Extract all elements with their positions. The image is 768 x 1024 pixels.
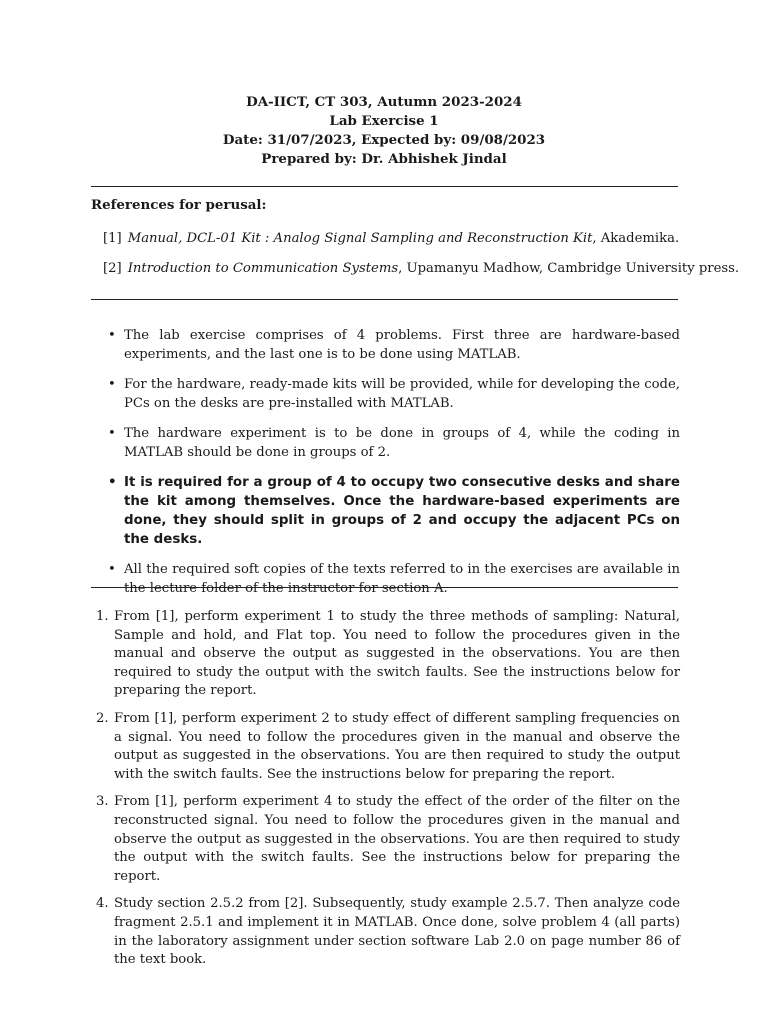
problem-number: 3. [96,794,109,810]
reference-item [103,231,679,246]
reference-title: Introduction to Communication Systems [127,261,399,276]
problem-number: 2. [96,710,109,726]
instructions-list [108,326,680,609]
problem-item [96,793,680,886]
reference-title: Manual, DCL-01 Kit : Analog Signal Sampling and Reconstruction Kit [127,231,593,246]
divider [91,299,678,300]
reference-details: , Upamanyu Madhow, Cambridge University press. [398,261,740,276]
document-header [0,93,768,169]
problem-number: 4. [96,896,109,912]
problems-list [96,608,680,979]
author-line: Prepared by: Dr. Abhishek Jindal [261,151,507,167]
instruction-item: • For the hardware, ready-made kits will be provided, while for developing the code, PCs on the desks are pre-installed with MATLAB. [108,375,680,413]
reference-details: , Akademika. [592,231,680,246]
problem-number: 1. [96,609,109,624]
divider [91,587,678,588]
instruction-item: • The lab exercise comprises of 4 problems. First three are hardware-based experiments, and the last one is to be done using MATLAB. [108,326,680,364]
reference-number: [2] [103,261,122,276]
instruction-item: • The hardware experiment is to be done in groups of 4, while the coding in MATLAB should be done in groups of 2. [108,424,680,462]
problem-item [96,608,680,701]
problem-item [96,895,680,969]
reference-number: [1] [103,231,122,246]
problem-text: From [1], perform experiment 4 to study the effect of the order of the filter on the reconstructed signal. You need to follow the procedures given in the manual and observe the output as suggested in the observations. You are then required to study the output with the switch faults. See the instructions below for preparing the report. [114,794,680,884]
instruction-item-emphasis: • It is required for a group of 4 to occupy two consecutive desks and share the kit among themselves. Once the hardware-based experiments are done, they should split in groups of 2 and occupy the adjacent PCs on the desks. [108,473,680,549]
date-line: Date: 31/07/2023, Expected by: 09/08/2023 [222,132,546,148]
problem-text: From [1], perform experiment 2 to study effect of different sampling frequencies on a signal. You need to follow the procedures given in the manual and observe the output as suggested in the observations. You are then required to study the output with the switch faults. See the instructions below for preparing the report. [114,710,680,782]
instruction-item: • All the required soft copies of the texts referred to in the exercises are available in the lecture folder of the instructor for section A. [108,560,680,598]
exercise-title: Lab Exercise 1 [329,113,439,129]
divider [91,186,678,187]
problem-item [96,710,680,784]
course-line: DA-IICT, CT 303, Autumn 2023-2024 [246,94,522,110]
references-title: References for perusal: [91,197,267,213]
problem-text: Study section 2.5.2 from [2]. Subsequently, study example 2.5.7. Then analyze code fragment 2.5.1 and implement it in MATLAB. Once done, solve problem 4 (all parts) in the laboratory assignment under section software Lab 2.0 on page number 86 of the text book. [114,896,680,968]
reference-item [103,261,739,276]
problem-text: From [1], perform experiment 1 to study the three methods of sampling: Natural, Sample and hold, and Flat top. You need to follow the procedures given in the manual and observe the output as suggested in the observations. You are then required to study the output with the switch faults. See the instructions below for preparing the report. [114,609,680,699]
